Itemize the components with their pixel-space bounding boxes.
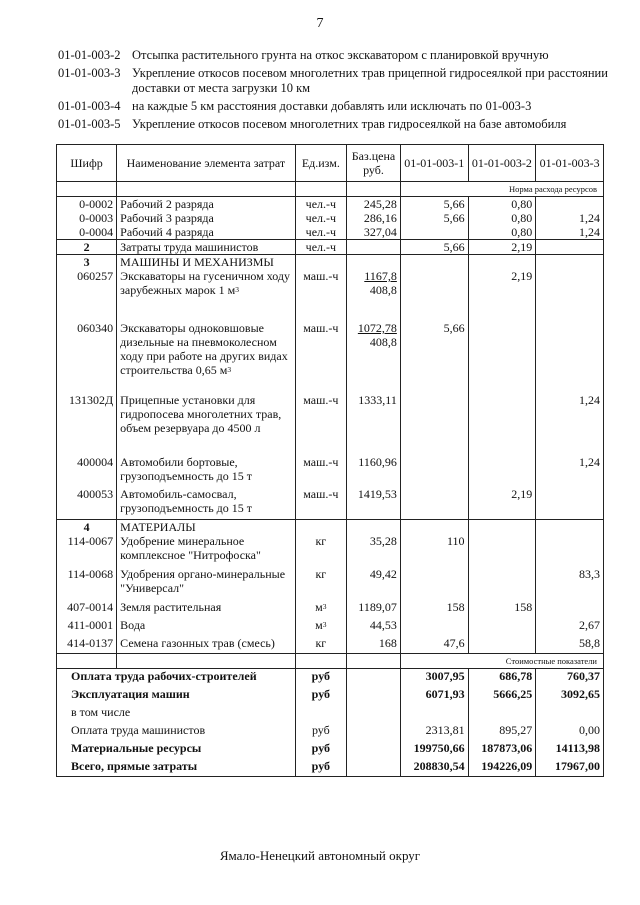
empty-cell (347, 723, 401, 741)
resource-unit (295, 600, 347, 618)
resource-price: 44,53 (347, 618, 401, 636)
resource-price: 35,28 (347, 534, 401, 567)
empty-cell (117, 182, 295, 197)
summary-unit: руб (295, 669, 347, 687)
price-value: 1160,96 (358, 455, 397, 469)
value-col-1: 47,6 (400, 636, 468, 654)
resource-name: Семена газонных трав (смесь) (117, 636, 295, 654)
value-col-3: 1,24 (536, 225, 604, 240)
code-id: 01-01-003-3 (58, 66, 121, 80)
resource-unit: маш.-ч (295, 455, 347, 487)
value-col-3 (536, 240, 604, 255)
resource-name: Удобрения органо-минеральные "Универсал" (117, 567, 295, 600)
empty-cell (295, 519, 347, 534)
empty-cell (536, 519, 604, 534)
price-value: 1167,8 (364, 269, 397, 283)
value-col-1 (400, 487, 468, 519)
resource-name-text: Экскаваторы на гусеничном ходу зарубежных марок 1 м (120, 269, 291, 297)
section-number: 4 (57, 519, 117, 534)
summary-name: Материальные ресурсы (57, 741, 296, 759)
norm-caption: Норма расхода ресурсов (400, 182, 603, 197)
empty-cell (347, 759, 401, 777)
header-name: Наименование элемента затрат (117, 145, 295, 182)
machines-section-title-row (57, 255, 604, 270)
value-col-1: 110 (400, 534, 468, 567)
value-col-2 (468, 705, 536, 723)
resource-code: 060340 (57, 321, 117, 393)
code-descriptions (58, 48, 618, 135)
value-col-1 (400, 455, 468, 487)
summary-row (57, 759, 604, 777)
value-col-3 (536, 269, 604, 321)
value-col-1: 5,66 (400, 197, 468, 212)
empty-cell (117, 654, 295, 669)
header-price: Баз.цена руб. (347, 145, 401, 182)
resource-price (347, 487, 401, 519)
resource-name (117, 321, 295, 393)
value-col-2 (468, 455, 536, 487)
value-col-2: 0,80 (468, 211, 536, 225)
value-col-1: 5,66 (400, 211, 468, 225)
code-id: 01-01-003-5 (58, 117, 121, 131)
resource-unit: чел.-ч (295, 197, 347, 212)
code-line (58, 117, 618, 132)
resource-price (347, 240, 401, 255)
resource-code: 0-0003 (57, 211, 117, 225)
summary-name: Оплата труда рабочих-строителей (57, 669, 296, 687)
empty-cell (347, 741, 401, 759)
resource-unit (295, 534, 347, 567)
unit-text: м (315, 617, 323, 632)
value-col-2: 5666,25 (468, 687, 536, 705)
empty-cell (347, 687, 401, 705)
cost-caption-row (57, 654, 604, 669)
resource-code: 131302Д (57, 393, 117, 455)
resource-name-text: Автомобили бортовые, грузоподъемность до 15 т (120, 455, 253, 483)
value-col-2: 194226,09 (468, 759, 536, 777)
empty-cell (347, 519, 401, 534)
unit-text: кг (315, 566, 327, 581)
resource-price: 49,42 (347, 567, 401, 600)
resource-unit: чел.-ч (295, 225, 347, 240)
empty-cell (400, 519, 468, 534)
value-col-2 (468, 618, 536, 636)
machines-section-title: МАШИНЫ И МЕХАНИЗМЫ (117, 255, 295, 270)
empty-cell (347, 182, 401, 197)
norm-caption-row (57, 182, 604, 197)
summary-unit: руб (295, 741, 347, 759)
resource-price: 327,04 (347, 225, 401, 240)
resource-price (347, 455, 401, 487)
header-col-1: 01-01-003-1 (400, 145, 468, 182)
value-col-3 (536, 321, 604, 393)
materials-section-title: МАТЕРИАЛЫ (117, 519, 295, 534)
resource-code: 407-0014 (57, 600, 117, 618)
resource-unit: маш.-ч (295, 269, 347, 321)
header-code: Шифр (57, 145, 117, 182)
table-row (57, 636, 604, 654)
empty-cell (400, 255, 468, 270)
resource-unit: чел.-ч (295, 240, 347, 255)
resource-unit (295, 567, 347, 600)
value-col-3: 3092,65 (536, 687, 604, 705)
unit-superscript: 3 (235, 285, 239, 294)
resource-code: 411-0001 (57, 618, 117, 636)
price-value: 1419,53 (357, 487, 397, 501)
table-row (57, 269, 604, 321)
unit-text: кг (315, 635, 327, 650)
value-col-3 (536, 197, 604, 212)
value-col-2 (468, 393, 536, 455)
empty-cell (57, 182, 117, 197)
resource-code: 400053 (57, 487, 117, 519)
resource-code: 060257 (57, 269, 117, 321)
empty-cell (57, 654, 117, 669)
resource-unit: маш.-ч (295, 393, 347, 455)
summary-unit (295, 705, 347, 723)
table-row (57, 211, 604, 225)
resource-name (117, 393, 295, 455)
empty-cell (347, 255, 401, 270)
resource-name (117, 269, 295, 321)
value-col-1 (400, 567, 468, 600)
resource-name: Земля растительная (117, 600, 295, 618)
resource-unit: маш.-ч (295, 321, 347, 393)
value-col-3: 1,24 (536, 455, 604, 487)
value-col-2: 686,78 (468, 669, 536, 687)
empty-cell (295, 654, 347, 669)
summary-name: Эксплуатация машин (57, 687, 296, 705)
empty-cell (347, 705, 401, 723)
code-line (58, 66, 618, 96)
value-col-3: 83,3 (536, 567, 604, 600)
empty-cell (295, 255, 347, 270)
value-col-3: 1,24 (536, 211, 604, 225)
value-col-3: 17967,00 (536, 759, 604, 777)
value-col-1: 5,66 (400, 321, 468, 393)
resource-norms-table (56, 144, 604, 777)
header-unit: Ед.изм. (295, 145, 347, 182)
code-text: на каждые 5 км расстояния доставки добавлять или исключать по 01-003-3 (132, 99, 532, 113)
empty-cell (468, 519, 536, 534)
region-footer: Ямало-Ненецкий автономный округ (219, 848, 421, 863)
value-col-1: 199750,66 (400, 741, 468, 759)
value-col-1: 6071,93 (400, 687, 468, 705)
value-col-2: 2,19 (468, 240, 536, 255)
resource-name: Рабочий 4 разряда (117, 225, 295, 240)
resource-code: 0-0004 (57, 225, 117, 240)
summary-name: Всего, прямые затраты (57, 759, 296, 777)
price-value: 1072,78 (357, 321, 397, 335)
summary-name: в том числе (57, 705, 296, 723)
resource-code: 114-0067 (57, 534, 117, 567)
value-col-1: 5,66 (400, 240, 468, 255)
value-col-3 (536, 600, 604, 618)
resource-code: 414-0137 (57, 636, 117, 654)
price-value: 1333,11 (358, 393, 397, 407)
header-col-3: 01-01-003-3 (536, 145, 604, 182)
resource-unit: чел.-ч (295, 211, 347, 225)
resource-name (117, 487, 295, 519)
value-col-3: 14113,98 (536, 741, 604, 759)
value-col-1: 3007,95 (400, 669, 468, 687)
value-col-2: 2,19 (468, 487, 536, 519)
resource-name: Затраты труда машинистов (117, 240, 295, 255)
section-number: 2 (57, 240, 117, 255)
cost-caption: Стоимостные показатели (400, 654, 603, 669)
code-text: Отсыпка растительного грунта на откос экскаватором с планировкой вручную (132, 48, 549, 62)
section-number: 3 (57, 255, 117, 270)
table-row (57, 225, 604, 240)
empty-cell (536, 255, 604, 270)
resource-name: Вода (117, 618, 295, 636)
value-col-1 (400, 705, 468, 723)
code-line (58, 48, 618, 63)
machinist-price: 408,8 (369, 283, 397, 297)
value-col-1 (400, 225, 468, 240)
summary-row (57, 705, 604, 723)
resource-price (347, 321, 401, 393)
value-col-1 (400, 393, 468, 455)
resource-price (347, 393, 401, 455)
value-col-1: 158 (400, 600, 468, 618)
value-col-2 (468, 321, 536, 393)
value-col-3: 1,24 (536, 393, 604, 455)
code-text: Укрепление откосов посевом многолетних трав прицепной гидросеялкой при расстоянии доставки от места загрузки 10 км (132, 66, 608, 95)
table-row (57, 455, 604, 487)
resource-price: 245,28 (347, 197, 401, 212)
materials-section-title-row (57, 519, 604, 534)
header-col-2: 01-01-003-2 (468, 145, 536, 182)
resource-unit (295, 618, 347, 636)
value-col-1: 2313,81 (400, 723, 468, 741)
table-row (57, 393, 604, 455)
page-number: 7 (316, 16, 324, 31)
resource-name: Рабочий 3 разряда (117, 211, 295, 225)
resource-name: Удобрение минеральное комплексное "Нитрофоска" (117, 534, 295, 567)
table-row (57, 567, 604, 600)
summary-row (57, 723, 604, 741)
summary-name: Оплата труда машинистов (57, 723, 296, 741)
resource-price (347, 269, 401, 321)
resource-name-text: Автомобиль-самосвал, грузоподъемность до 15 т (120, 487, 253, 515)
empty-cell (347, 669, 401, 687)
table-row (57, 618, 604, 636)
summary-row (57, 741, 604, 759)
empty-cell (295, 182, 347, 197)
summary-unit: руб (295, 759, 347, 777)
table-row (57, 487, 604, 519)
code-text: Укрепление откосов посевом многолетних трав гидросеялкой на базе автомобиля (132, 117, 567, 131)
unit-text: м (315, 599, 323, 614)
resource-price: 1189,07 (347, 600, 401, 618)
table-row (57, 197, 604, 212)
value-col-2 (468, 534, 536, 567)
unit-text: кг (315, 533, 327, 548)
resource-unit (295, 636, 347, 654)
resource-code: 400004 (57, 455, 117, 487)
value-col-3: 0,00 (536, 723, 604, 741)
code-line (58, 99, 618, 114)
code-id: 01-01-003-4 (58, 99, 121, 113)
value-col-3 (536, 534, 604, 567)
resource-name (117, 455, 295, 487)
value-col-2: 2,19 (468, 269, 536, 321)
resource-code: 114-0068 (57, 567, 117, 600)
summary-row (57, 687, 604, 705)
table-row (57, 534, 604, 567)
value-col-1 (400, 269, 468, 321)
resource-name-text: Экскаваторы одноковшовые дизельные на пневмоколесном ходу при работе на других видах строительства 0,65 м (120, 321, 288, 377)
resource-name-text: Прицепные установки для гидропосева многолетних трав, объем резервуара до 4500 л (120, 393, 282, 435)
value-col-1 (400, 618, 468, 636)
machinists-row (57, 240, 604, 255)
empty-cell (347, 654, 401, 669)
code-id: 01-01-003-2 (58, 48, 121, 62)
summary-row (57, 669, 604, 687)
value-col-2 (468, 567, 536, 600)
summary-unit: руб (295, 687, 347, 705)
resource-code: 0-0002 (57, 197, 117, 212)
value-col-3 (536, 705, 604, 723)
unit-superscript: 3 (322, 601, 327, 611)
value-col-3: 2,67 (536, 618, 604, 636)
unit-superscript: 3 (227, 365, 232, 374)
resource-name: Рабочий 2 разряда (117, 197, 295, 212)
value-col-2: 158 (468, 600, 536, 618)
resource-price: 168 (347, 636, 401, 654)
resource-price: 286,16 (347, 211, 401, 225)
value-col-3 (536, 487, 604, 519)
empty-cell (468, 255, 536, 270)
value-col-1: 208830,54 (400, 759, 468, 777)
value-col-2 (468, 636, 536, 654)
resource-unit: маш.-ч (295, 487, 347, 519)
value-col-3: 58,8 (536, 636, 604, 654)
value-col-2: 895,27 (468, 723, 536, 741)
value-col-3: 760,37 (536, 669, 604, 687)
machinist-price: 408,8 (369, 335, 397, 349)
value-col-2: 187873,06 (468, 741, 536, 759)
table-header-row (57, 145, 604, 182)
value-col-2: 0,80 (468, 225, 536, 240)
unit-superscript: 3 (322, 619, 327, 629)
table-row (57, 600, 604, 618)
value-col-2: 0,80 (468, 197, 536, 212)
summary-unit: руб (295, 723, 347, 741)
table-row (57, 321, 604, 393)
